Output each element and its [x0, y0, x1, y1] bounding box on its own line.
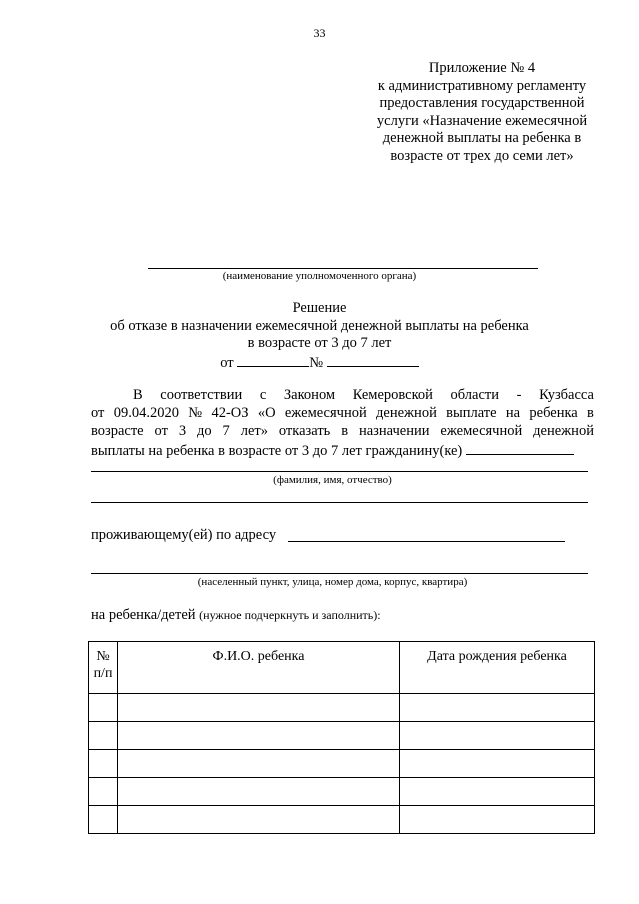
decision-subtitle: об отказе в назначении ежемесячной денежной выплаты на ребенка: [110, 317, 529, 334]
header-number: № п/п: [89, 642, 118, 694]
authority-name-line[interactable]: [148, 268, 538, 269]
cell-child-name[interactable]: [118, 806, 400, 834]
authority-caption: (наименование уполномоченного органа): [222, 270, 417, 282]
decision-subtitle: в возрасте от 3 до 7 лет: [247, 335, 392, 351]
appendix-header: [352, 60, 612, 165]
address-caption: (населенный пункт, улица, номер дома, корпус, квартира): [197, 576, 468, 588]
decision-number-field[interactable]: [327, 353, 419, 367]
table-row: [89, 722, 595, 750]
cell-child-name[interactable]: [118, 722, 400, 750]
fio-line[interactable]: [91, 471, 588, 472]
children-intro: на ребенка/детей (нужное подчеркнуть и заполнить):: [91, 607, 381, 623]
cell-birth-date[interactable]: [400, 694, 595, 722]
appendix-line: к административному регламенту: [377, 77, 587, 94]
body-line-4: выплаты на ребенка в возрасте от 3 до 7 лет гражданину(ке): [91, 441, 594, 460]
table-row: [89, 778, 595, 806]
number-label: №: [309, 354, 324, 371]
address-line-2[interactable]: [91, 573, 588, 574]
cell-child-name[interactable]: [118, 750, 400, 778]
appendix-line: возрасте от трех до семи лет»: [390, 147, 574, 164]
header-child-name: Ф.И.О. ребенка: [118, 642, 400, 694]
appendix-line: денежной выплаты на ребенка в: [382, 130, 582, 146]
decision-heading: [0, 300, 639, 372]
decision-title: Решение: [292, 300, 347, 316]
cell-child-name[interactable]: [118, 694, 400, 722]
appendix-line: предоставления государственной: [379, 95, 585, 111]
cell-birth-date[interactable]: [400, 778, 595, 806]
appendix-line: услуги «Назначение ежемесячной: [376, 112, 588, 129]
cell-number[interactable]: [89, 778, 118, 806]
fio-caption: (фамилия, имя, отчество): [273, 474, 392, 486]
cell-number[interactable]: [89, 750, 118, 778]
cell-birth-date[interactable]: [400, 750, 595, 778]
table-row: [89, 806, 595, 834]
fio-line-2[interactable]: [91, 502, 588, 503]
address-field[interactable]: [288, 541, 565, 542]
children-table: [88, 641, 595, 834]
address-label: проживающему(ей) по адресу: [91, 527, 277, 543]
cell-birth-date[interactable]: [400, 722, 595, 750]
appendix-line: Приложение № 4: [428, 60, 536, 76]
decision-date-number: [0, 353, 639, 373]
from-label: от: [220, 354, 234, 371]
citizen-short-field[interactable]: [466, 441, 574, 455]
children-note: (нужное подчеркнуть и заполнить):: [199, 608, 381, 622]
cell-number[interactable]: [89, 722, 118, 750]
cell-birth-date[interactable]: [400, 806, 595, 834]
body-line-1: В соответствии с Законом Кемеровской области - Кузбасса: [133, 387, 594, 403]
table-row: [89, 750, 595, 778]
cell-number[interactable]: [89, 694, 118, 722]
decision-date-field[interactable]: [237, 353, 309, 367]
table-header-row: [89, 642, 595, 694]
body-line-2: от 09.04.2020 № 42-ОЗ «О ежемесячной денежной выплате на ребенка в: [91, 405, 594, 421]
cell-child-name[interactable]: [118, 778, 400, 806]
header-birth-date: Дата рождения ребенка: [400, 642, 595, 694]
page-number: 33: [313, 26, 326, 40]
table-row: [89, 694, 595, 722]
body-line-3: возрасте от 3 до 7 лет» отказать в назначении ежемесячной денежной: [91, 423, 594, 439]
cell-number[interactable]: [89, 806, 118, 834]
